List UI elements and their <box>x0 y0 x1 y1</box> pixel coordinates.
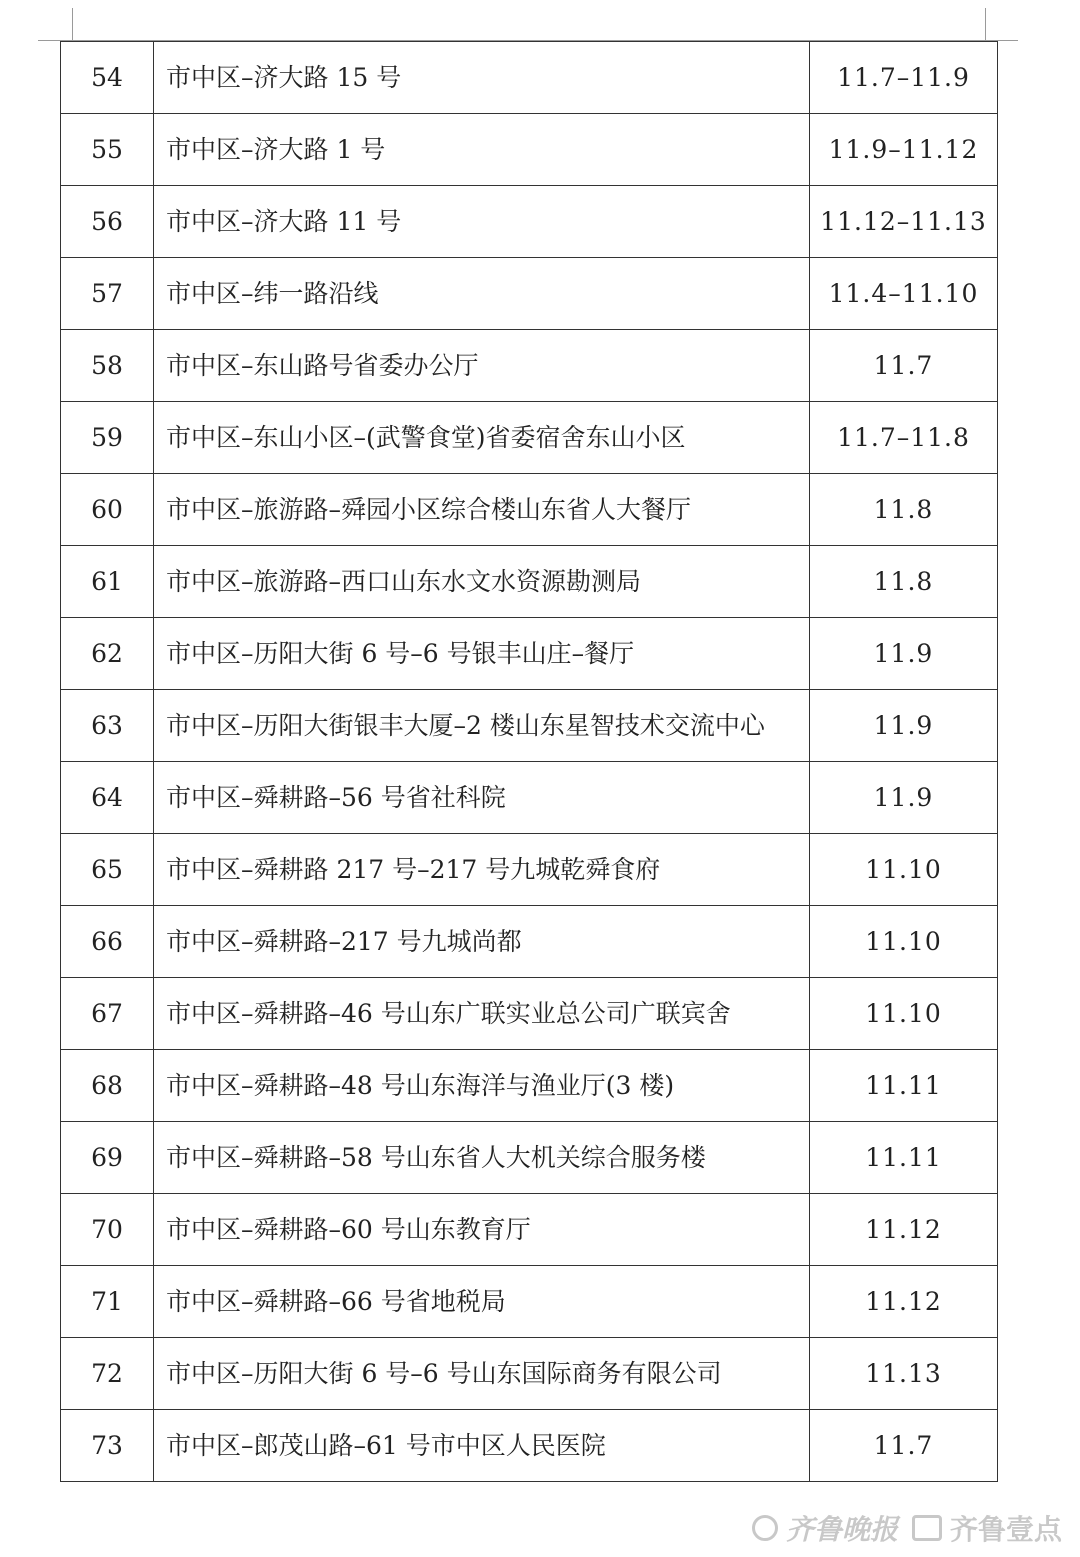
row-number: 54 <box>61 42 154 114</box>
row-number: 67 <box>61 978 154 1050</box>
row-location: 市中区–舜耕路–60 号山东教育厅 <box>154 1194 810 1266</box>
qilu-evening-news-logo-icon <box>752 1515 778 1541</box>
row-location: 市中区–东山路号省委办公厅 <box>154 330 810 402</box>
row-number: 66 <box>61 906 154 978</box>
row-date: 11.10 <box>810 906 998 978</box>
table-row <box>61 1338 998 1410</box>
row-location: 市中区–历阳大街 6 号–6 号银丰山庄–餐厅 <box>154 618 810 690</box>
row-number: 72 <box>61 1338 154 1410</box>
row-date: 11.9 <box>810 762 998 834</box>
row-number: 61 <box>61 546 154 618</box>
qilu-yidian-logo-icon <box>912 1515 942 1541</box>
table-row <box>61 978 998 1050</box>
table-row <box>61 42 998 114</box>
row-date: 11.11 <box>810 1050 998 1122</box>
row-date: 11.10 <box>810 834 998 906</box>
row-number: 59 <box>61 402 154 474</box>
watermark-text-app: 齐鲁壹点 <box>950 1513 1063 1546</box>
row-location: 市中区–郎茂山路–61 号市中区人民医院 <box>154 1410 810 1482</box>
row-number: 58 <box>61 330 154 402</box>
row-location: 市中区–舜耕路–46 号山东广联实业总公司广联宾舍 <box>154 978 810 1050</box>
row-date: 11.9–11.12 <box>810 114 998 186</box>
row-location: 市中区–历阳大街银丰大厦–2 楼山东星智技术交流中心 <box>154 690 810 762</box>
row-date: 11.12 <box>810 1266 998 1338</box>
row-location: 市中区–旅游路–舜园小区综合楼山东省人大餐厅 <box>154 474 810 546</box>
table-row <box>61 186 998 258</box>
row-location: 市中区–东山小区–(武警食堂)省委宿舍东山小区 <box>154 402 810 474</box>
row-number: 62 <box>61 618 154 690</box>
row-number: 73 <box>61 1410 154 1482</box>
row-location: 市中区–旅游路–西口山东水文水资源勘测局 <box>154 546 810 618</box>
table-row <box>61 546 998 618</box>
row-date: 11.7–11.8 <box>810 402 998 474</box>
row-number: 60 <box>61 474 154 546</box>
row-number: 56 <box>61 186 154 258</box>
row-date: 11.4–11.10 <box>810 258 998 330</box>
table-row <box>61 1410 998 1482</box>
row-location: 市中区–舜耕路–217 号九城尚都 <box>154 906 810 978</box>
row-date: 11.12 <box>810 1194 998 1266</box>
location-schedule-table <box>60 41 998 1482</box>
row-date: 11.9 <box>810 618 998 690</box>
row-location: 市中区–舜耕路–56 号省社科院 <box>154 762 810 834</box>
row-number: 63 <box>61 690 154 762</box>
page-margin-guide-right <box>985 8 986 41</box>
table-row <box>61 114 998 186</box>
row-date: 11.10 <box>810 978 998 1050</box>
table-row <box>61 1266 998 1338</box>
row-date: 11.7–11.9 <box>810 42 998 114</box>
table-row <box>61 618 998 690</box>
row-number: 68 <box>61 1050 154 1122</box>
row-location: 市中区–历阳大街 6 号–6 号山东国际商务有限公司 <box>154 1338 810 1410</box>
row-date: 11.12–11.13 <box>810 186 998 258</box>
row-number: 71 <box>61 1266 154 1338</box>
table-row <box>61 834 998 906</box>
row-number: 69 <box>61 1122 154 1194</box>
table-row <box>61 906 998 978</box>
table-row <box>61 330 998 402</box>
watermark <box>752 1508 1062 1548</box>
row-location: 市中区–舜耕路 217 号–217 号九城乾舜食府 <box>154 834 810 906</box>
row-date: 11.7 <box>810 1410 998 1482</box>
row-date: 11.8 <box>810 474 998 546</box>
row-location: 市中区–舜耕路–58 号山东省人大机关综合服务楼 <box>154 1122 810 1194</box>
row-number: 64 <box>61 762 154 834</box>
row-date: 11.11 <box>810 1122 998 1194</box>
row-location: 市中区–纬一路沿线 <box>154 258 810 330</box>
row-number: 55 <box>61 114 154 186</box>
table-row <box>61 1122 998 1194</box>
row-date: 11.7 <box>810 330 998 402</box>
row-date: 11.9 <box>810 690 998 762</box>
row-date: 11.13 <box>810 1338 998 1410</box>
row-location: 市中区–济大路 15 号 <box>154 42 810 114</box>
watermark-text-newspaper: 齐鲁晚报 <box>786 1513 899 1546</box>
table-row <box>61 690 998 762</box>
table-row <box>61 474 998 546</box>
row-number: 65 <box>61 834 154 906</box>
row-number: 70 <box>61 1194 154 1266</box>
table-row <box>61 402 998 474</box>
row-number: 57 <box>61 258 154 330</box>
row-location: 市中区–济大路 1 号 <box>154 114 810 186</box>
table-row <box>61 1050 998 1122</box>
table-row <box>61 1194 998 1266</box>
row-location: 市中区–济大路 11 号 <box>154 186 810 258</box>
table-row <box>61 258 998 330</box>
row-location: 市中区–舜耕路–66 号省地税局 <box>154 1266 810 1338</box>
table-body <box>61 42 998 1482</box>
row-date: 11.8 <box>810 546 998 618</box>
page-margin-guide-left <box>72 8 73 41</box>
row-location: 市中区–舜耕路–48 号山东海洋与渔业厅(3 楼) <box>154 1050 810 1122</box>
table-row <box>61 762 998 834</box>
